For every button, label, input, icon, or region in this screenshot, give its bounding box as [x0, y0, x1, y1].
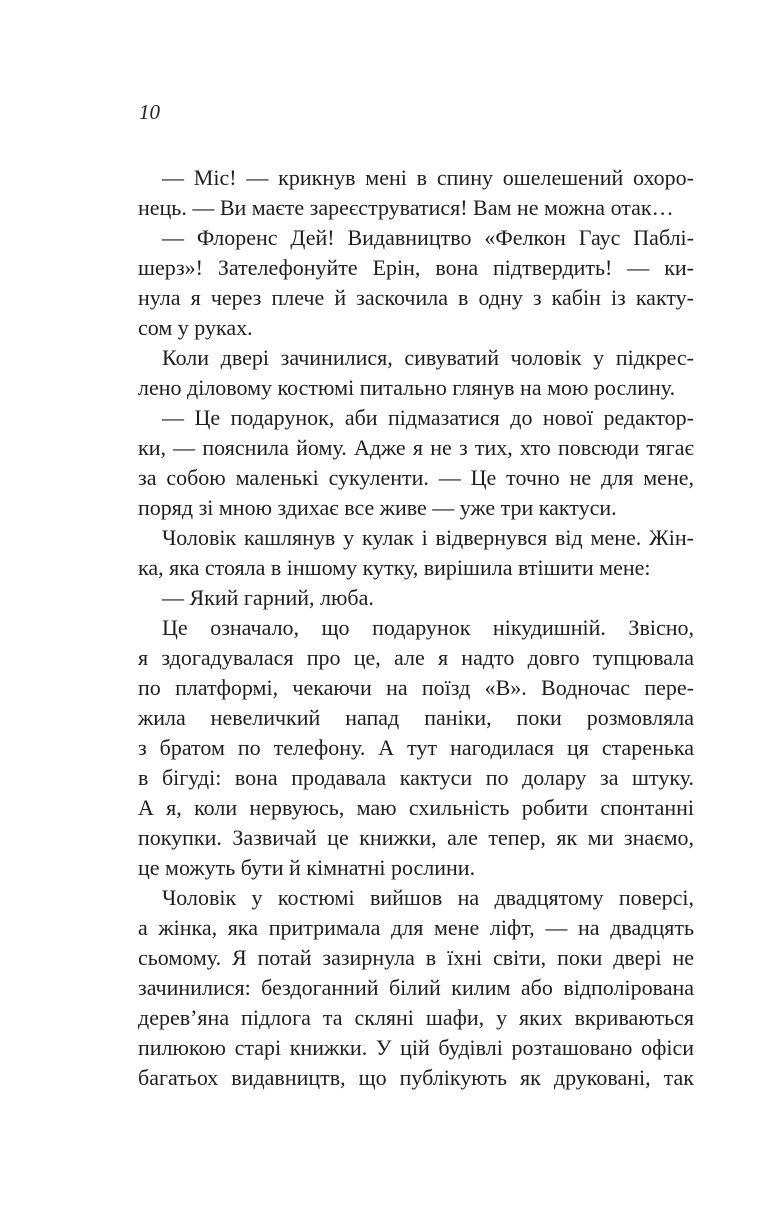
text-line: це можуть бути й кімнатні рослини.: [138, 855, 476, 880]
text-line: жила невеличкий напад паніки, поки розмовляла: [138, 705, 694, 730]
text-line: по платформі, чекаючи на поїзд «В». Водночас пере-: [138, 675, 694, 700]
text-line: ки, — пояснила йому. Адже я не з тих, хто повсюди тягає: [138, 435, 694, 460]
text-line: сом у руках.: [138, 315, 253, 340]
text-line: ка, яка стояла в іншому кутку, вирішила втішити мене:: [138, 555, 651, 580]
text-line: з братом по телефону. А тут нагодилася ця старенька: [138, 735, 694, 760]
text-line: в бігуді: вона продавала кактуси по долару за штуку.: [138, 765, 694, 790]
text-line: — Флоренс Дей! Видавництво «Фелкон Гаус Паблі-: [162, 225, 694, 250]
text-line: сьомому. Я потай зазирнула в їхні світи, поки двері не: [138, 945, 694, 970]
text-line: я здогадувалася про це, але я надто довго тупцювала: [138, 645, 694, 670]
text-line: зачинилися: бездоганний білий килим або відполірована: [138, 975, 694, 1000]
text-block: [138, 163, 694, 1093]
text-line: нула я через плече й заскочила в одну з кабін із какту-: [138, 285, 694, 310]
text-line: дерев’яна підлога та скляні шафи, у яких вкриваються: [138, 1005, 694, 1030]
text-line: поряд зі мною здихає все живе — уже три кактуси.: [138, 495, 617, 520]
text-line: А я, коли нервуюсь, маю схильність робити спонтанні: [138, 795, 694, 820]
text-line: нець. — Ви маєте зареєструватися! Вам не можна отак…: [138, 195, 674, 220]
text-line: пилюкою старі книжки. У цій будівлі розташовано офіси: [138, 1035, 694, 1060]
text-line: лено діловому костюмі питально глянув на мою рослину.: [138, 375, 676, 400]
text-line: — Який гарний, люба.: [162, 585, 374, 610]
text-line: покупки. Зазвичай це книжки, але тепер, як ми знаємо,: [138, 825, 694, 850]
text-line: шерз»! Зателефонуйте Ерін, вона підтвердить! — ки-: [138, 255, 694, 280]
text-line: а жінка, яка притримала для мене ліфт, — на двадцять: [138, 915, 694, 940]
text-line: за собою маленькі сукуленти. — Це точно не для мене,: [138, 465, 694, 490]
text-line: Це означало, що подарунок нікудишній. Звісно,: [162, 615, 694, 640]
text-line: Чоловік у костюмі вийшов на двадцятому поверсі,: [162, 885, 694, 910]
text-line: — Це подарунок, аби підмазатися до нової редактор-: [162, 405, 694, 430]
text-line: Чоловік кашлянув у кулак і відвернувся від мене. Жін-: [162, 525, 694, 550]
page-number: 10: [139, 100, 160, 124]
text-line: — Міс! — крикнув мені в спину ошелешений охоро-: [162, 165, 694, 190]
text-line: Коли двері зачинилися, сивуватий чоловік у підкрес-: [162, 345, 694, 370]
text-line: багатьох видавництв, що публікують як друковані, так: [138, 1065, 694, 1090]
